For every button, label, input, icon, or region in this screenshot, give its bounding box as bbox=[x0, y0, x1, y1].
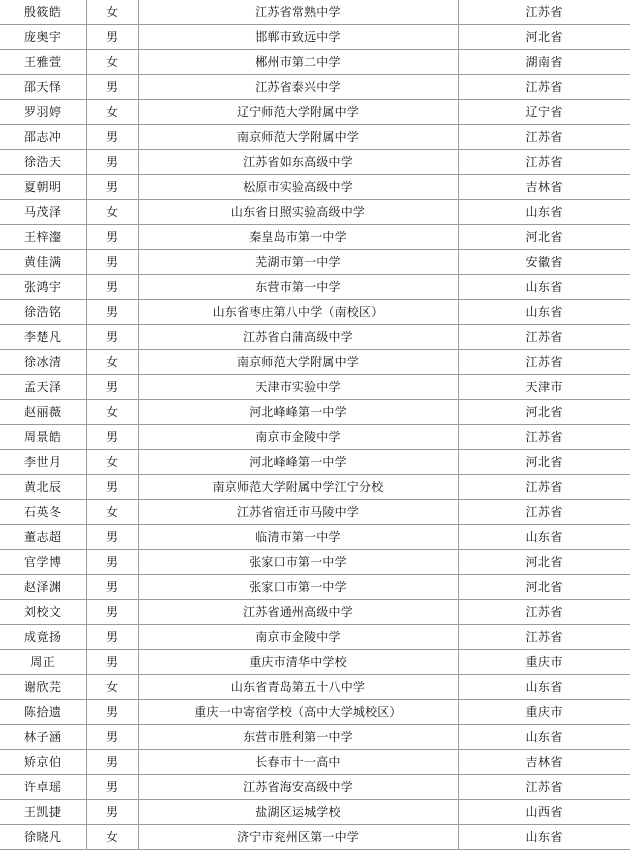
table-row bbox=[0, 300, 630, 325]
cell-student-name: 成竟扬 bbox=[0, 625, 86, 650]
cell-school: 山东省青岛第五十八中学 bbox=[138, 675, 458, 700]
cell-school: 南京师范大学附属中学 bbox=[138, 350, 458, 375]
cell-gender: 男 bbox=[86, 725, 138, 750]
cell-province: 重庆市 bbox=[458, 700, 630, 725]
cell-gender: 女 bbox=[86, 400, 138, 425]
cell-province: 江苏省 bbox=[458, 325, 630, 350]
table-row bbox=[0, 550, 630, 575]
cell-gender: 男 bbox=[86, 175, 138, 200]
table-row bbox=[0, 600, 630, 625]
cell-province: 重庆市 bbox=[458, 650, 630, 675]
cell-gender: 男 bbox=[86, 325, 138, 350]
cell-school: 松原市实验高级中学 bbox=[138, 175, 458, 200]
cell-province: 河北省 bbox=[458, 225, 630, 250]
cell-gender: 女 bbox=[86, 0, 138, 25]
table-row bbox=[0, 325, 630, 350]
cell-school: 盐湖区运城学校 bbox=[138, 800, 458, 825]
cell-student-name: 庞奥宇 bbox=[0, 25, 86, 50]
cell-school: 河北峰峰第一中学 bbox=[138, 450, 458, 475]
cell-province: 江苏省 bbox=[458, 475, 630, 500]
cell-province: 吉林省 bbox=[458, 750, 630, 775]
cell-gender: 男 bbox=[86, 525, 138, 550]
cell-province: 江苏省 bbox=[458, 775, 630, 800]
cell-province: 江苏省 bbox=[458, 125, 630, 150]
table-row bbox=[0, 775, 630, 800]
cell-school: 重庆一中寄宿学校（高中大学城校区） bbox=[138, 700, 458, 725]
cell-student-name: 邵天怿 bbox=[0, 75, 86, 100]
table-row bbox=[0, 375, 630, 400]
cell-gender: 男 bbox=[86, 250, 138, 275]
table-row bbox=[0, 725, 630, 750]
cell-student-name: 矫京伯 bbox=[0, 750, 86, 775]
cell-province: 河北省 bbox=[458, 550, 630, 575]
cell-gender: 男 bbox=[86, 475, 138, 500]
cell-school: 张家口市第一中学 bbox=[138, 575, 458, 600]
cell-school: 芜湖市第一中学 bbox=[138, 250, 458, 275]
cell-province: 江苏省 bbox=[458, 75, 630, 100]
table-row bbox=[0, 525, 630, 550]
cell-province: 江苏省 bbox=[458, 600, 630, 625]
table-row bbox=[0, 75, 630, 100]
table-row bbox=[0, 700, 630, 725]
cell-province: 江苏省 bbox=[458, 425, 630, 450]
cell-school: 济宁市兖州区第一中学 bbox=[138, 825, 458, 850]
cell-student-name: 周正 bbox=[0, 650, 86, 675]
cell-school: 长春市十一高中 bbox=[138, 750, 458, 775]
cell-province: 江苏省 bbox=[458, 500, 630, 525]
table-row bbox=[0, 625, 630, 650]
table-row bbox=[0, 450, 630, 475]
cell-student-name: 李世月 bbox=[0, 450, 86, 475]
cell-student-name: 林子涵 bbox=[0, 725, 86, 750]
cell-student-name: 邵志冲 bbox=[0, 125, 86, 150]
cell-school: 江苏省海安高级中学 bbox=[138, 775, 458, 800]
cell-school: 南京市金陵中学 bbox=[138, 425, 458, 450]
cell-gender: 男 bbox=[86, 575, 138, 600]
cell-school: 张家口市第一中学 bbox=[138, 550, 458, 575]
table-row bbox=[0, 650, 630, 675]
cell-gender: 男 bbox=[86, 800, 138, 825]
cell-gender: 女 bbox=[86, 500, 138, 525]
cell-school: 重庆市清华中学校 bbox=[138, 650, 458, 675]
table-row bbox=[0, 250, 630, 275]
cell-province: 江苏省 bbox=[458, 150, 630, 175]
cell-school: 天津市实验中学 bbox=[138, 375, 458, 400]
cell-school: 南京市金陵中学 bbox=[138, 625, 458, 650]
table-row bbox=[0, 750, 630, 775]
cell-student-name: 王凯捷 bbox=[0, 800, 86, 825]
cell-student-name: 夏朝明 bbox=[0, 175, 86, 200]
cell-student-name: 徐浩铭 bbox=[0, 300, 86, 325]
table-row bbox=[0, 400, 630, 425]
cell-province: 山东省 bbox=[458, 300, 630, 325]
cell-province: 吉林省 bbox=[458, 175, 630, 200]
table-row bbox=[0, 225, 630, 250]
cell-province: 河北省 bbox=[458, 400, 630, 425]
cell-student-name: 陈拾遗 bbox=[0, 700, 86, 725]
table-row bbox=[0, 800, 630, 825]
cell-gender: 男 bbox=[86, 425, 138, 450]
cell-school: 东营市第一中学 bbox=[138, 275, 458, 300]
table-row bbox=[0, 275, 630, 300]
cell-student-name: 李楚凡 bbox=[0, 325, 86, 350]
cell-province: 河北省 bbox=[458, 575, 630, 600]
table-row bbox=[0, 575, 630, 600]
cell-province: 江苏省 bbox=[458, 625, 630, 650]
table-row bbox=[0, 200, 630, 225]
cell-school: 河北峰峰第一中学 bbox=[138, 400, 458, 425]
cell-student-name: 徐晓凡 bbox=[0, 825, 86, 850]
cell-student-name: 刘校文 bbox=[0, 600, 86, 625]
cell-student-name: 王雅萱 bbox=[0, 50, 86, 75]
table-row bbox=[0, 50, 630, 75]
cell-school: 江苏省通州高级中学 bbox=[138, 600, 458, 625]
cell-gender: 女 bbox=[86, 350, 138, 375]
cell-province: 辽宁省 bbox=[458, 100, 630, 125]
cell-student-name: 罗羽婷 bbox=[0, 100, 86, 125]
cell-gender: 女 bbox=[86, 200, 138, 225]
table-row bbox=[0, 150, 630, 175]
cell-student-name: 徐浩天 bbox=[0, 150, 86, 175]
cell-student-name: 徐冰清 bbox=[0, 350, 86, 375]
cell-gender: 男 bbox=[86, 300, 138, 325]
cell-gender: 男 bbox=[86, 700, 138, 725]
table-row bbox=[0, 100, 630, 125]
cell-province: 湖南省 bbox=[458, 50, 630, 75]
table-row bbox=[0, 25, 630, 50]
cell-gender: 男 bbox=[86, 750, 138, 775]
cell-gender: 女 bbox=[86, 825, 138, 850]
cell-gender: 女 bbox=[86, 50, 138, 75]
cell-school: 辽宁师范大学附属中学 bbox=[138, 100, 458, 125]
cell-school: 江苏省白蒲高级中学 bbox=[138, 325, 458, 350]
cell-province: 山东省 bbox=[458, 825, 630, 850]
cell-student-name: 赵丽薇 bbox=[0, 400, 86, 425]
cell-gender: 男 bbox=[86, 550, 138, 575]
cell-province: 江苏省 bbox=[458, 0, 630, 25]
table-row bbox=[0, 0, 630, 25]
cell-school: 邯郸市致远中学 bbox=[138, 25, 458, 50]
cell-gender: 男 bbox=[86, 125, 138, 150]
cell-province: 山东省 bbox=[458, 525, 630, 550]
cell-student-name: 黄北辰 bbox=[0, 475, 86, 500]
cell-gender: 男 bbox=[86, 775, 138, 800]
table-row bbox=[0, 475, 630, 500]
cell-student-name: 谢欣芫 bbox=[0, 675, 86, 700]
table-row bbox=[0, 825, 630, 850]
cell-student-name: 官学博 bbox=[0, 550, 86, 575]
cell-school: 秦皇岛市第一中学 bbox=[138, 225, 458, 250]
cell-school: 郴州市第二中学 bbox=[138, 50, 458, 75]
cell-province: 江苏省 bbox=[458, 350, 630, 375]
cell-school: 东营市胜利第一中学 bbox=[138, 725, 458, 750]
cell-gender: 男 bbox=[86, 275, 138, 300]
cell-province: 山东省 bbox=[458, 275, 630, 300]
cell-school: 江苏省宿迁市马陵中学 bbox=[138, 500, 458, 525]
table-row bbox=[0, 675, 630, 700]
cell-province: 山东省 bbox=[458, 200, 630, 225]
cell-school: 山东省日照实验高级中学 bbox=[138, 200, 458, 225]
cell-gender: 男 bbox=[86, 75, 138, 100]
cell-gender: 男 bbox=[86, 225, 138, 250]
table-row bbox=[0, 175, 630, 200]
cell-province: 安徽省 bbox=[458, 250, 630, 275]
cell-province: 河北省 bbox=[458, 25, 630, 50]
cell-gender: 男 bbox=[86, 650, 138, 675]
cell-school: 江苏省常熟中学 bbox=[138, 0, 458, 25]
cell-gender: 男 bbox=[86, 625, 138, 650]
cell-gender: 男 bbox=[86, 150, 138, 175]
cell-student-name: 赵泽渊 bbox=[0, 575, 86, 600]
table-row bbox=[0, 500, 630, 525]
cell-student-name: 石英冬 bbox=[0, 500, 86, 525]
cell-province: 山西省 bbox=[458, 800, 630, 825]
table-row bbox=[0, 350, 630, 375]
cell-gender: 女 bbox=[86, 100, 138, 125]
cell-student-name: 许卓瑶 bbox=[0, 775, 86, 800]
cell-gender: 男 bbox=[86, 25, 138, 50]
cell-student-name: 黄佳满 bbox=[0, 250, 86, 275]
cell-province: 河北省 bbox=[458, 450, 630, 475]
cell-student-name: 孟天泽 bbox=[0, 375, 86, 400]
cell-gender: 男 bbox=[86, 375, 138, 400]
cell-student-name: 马茂泽 bbox=[0, 200, 86, 225]
cell-school: 江苏省如东高级中学 bbox=[138, 150, 458, 175]
cell-school: 南京师范大学附属中学 bbox=[138, 125, 458, 150]
cell-student-name: 殷筱皓 bbox=[0, 0, 86, 25]
cell-gender: 男 bbox=[86, 600, 138, 625]
cell-province: 山东省 bbox=[458, 675, 630, 700]
cell-student-name: 董志超 bbox=[0, 525, 86, 550]
cell-province: 山东省 bbox=[458, 725, 630, 750]
cell-school: 江苏省泰兴中学 bbox=[138, 75, 458, 100]
cell-student-name: 张鸿宇 bbox=[0, 275, 86, 300]
cell-province: 天津市 bbox=[458, 375, 630, 400]
cell-student-name: 周景皓 bbox=[0, 425, 86, 450]
cell-student-name: 王梓瀣 bbox=[0, 225, 86, 250]
table-row bbox=[0, 425, 630, 450]
cell-school: 南京师范大学附属中学江宁分校 bbox=[138, 475, 458, 500]
table-row bbox=[0, 125, 630, 150]
cell-school: 山东省枣庄第八中学（南校区） bbox=[138, 300, 458, 325]
cell-gender: 女 bbox=[86, 675, 138, 700]
cell-gender: 女 bbox=[86, 450, 138, 475]
cell-school: 临清市第一中学 bbox=[138, 525, 458, 550]
